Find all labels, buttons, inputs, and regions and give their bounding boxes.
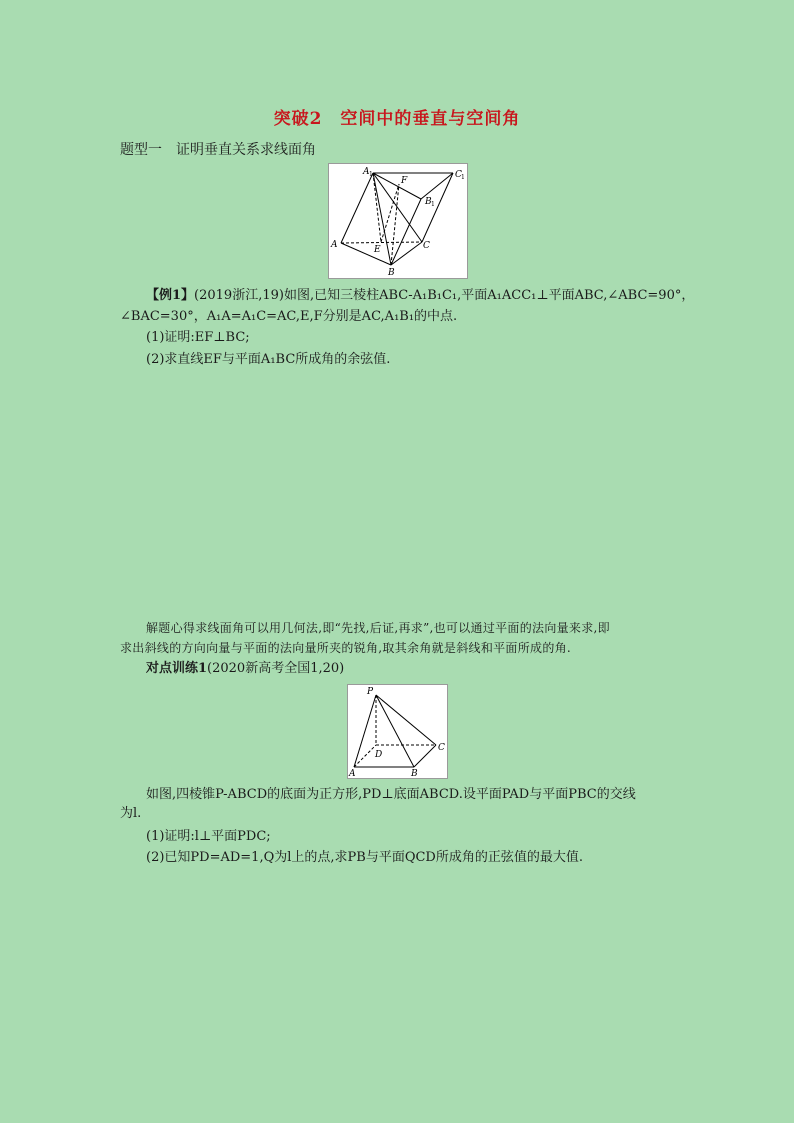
example1-question1: (1)证明:EF⊥BC;: [146, 330, 250, 345]
prism-figure: [328, 163, 468, 279]
tip-line2: 求出斜线的方向向量与平面的法向量所夹的锐角,取其余角就是斜线和平面所成的角.: [120, 641, 572, 655]
label-B1-sub: 1: [431, 201, 435, 208]
label-E: E: [374, 245, 381, 255]
problem2-line1: 如图,四棱锥P-ABCD的底面为正方形,PD⊥底面ABCD.设平面PAD与平面PBC的交线: [146, 787, 636, 802]
label-A: A: [331, 240, 338, 250]
problem2-question1: (1)证明:l⊥平面PDC;: [146, 829, 271, 844]
label-C1-sub: 1: [461, 174, 465, 181]
training-source: (2020新高考全国1,20): [207, 661, 345, 676]
label-B1: B: [425, 197, 432, 207]
label-P: P: [367, 687, 374, 697]
page-title: 突破2 空间中的垂直与空间角: [273, 109, 521, 129]
example1-tag: 【例1】: [146, 288, 195, 303]
label-C: C: [423, 241, 430, 251]
example1-question2: (2)求直线EF与平面A₁BC所成角的余弦值.: [146, 352, 391, 367]
label-A: A: [349, 769, 356, 778]
training-label: 对点训练1: [146, 661, 208, 676]
pyramid-diagram: [348, 685, 447, 778]
example1-line1: [146, 286, 694, 306]
section-heading: 题型一 证明垂直关系求线面角: [120, 142, 316, 158]
training-heading: [146, 659, 344, 679]
label-A1-sub: 1: [369, 171, 373, 178]
example1-source: (2019浙江,19): [194, 288, 284, 303]
tip-line1: 解题心得求线面角可以用几何法,即“先找,后证,再求”,也可以通过平面的法向量来求,即: [146, 621, 610, 635]
pyramid-figure: [347, 684, 448, 779]
label-B: B: [411, 769, 418, 778]
prism-diagram: [329, 164, 467, 278]
problem2-line2: 为l.: [120, 806, 142, 821]
label-D: D: [375, 750, 383, 760]
example1-line2: ∠BAC=30°，A₁A=A₁C=AC,E,F分别是AC,A₁B₁的中点.: [120, 309, 458, 324]
label-A1: A: [363, 167, 370, 177]
label-B: B: [388, 268, 395, 278]
label-F: F: [401, 176, 408, 186]
problem2-question2: (2)已知PD=AD=1,Q为l上的点,求PB与平面QCD所成角的正弦值的最大值.: [146, 850, 583, 865]
example1-text1: 如图,已知三棱柱ABC-A₁B₁C₁,平面A₁ACC₁⊥平面ABC,∠ABC=90°，: [283, 288, 695, 303]
label-C1: C: [455, 170, 462, 180]
label-C: C: [438, 743, 445, 753]
